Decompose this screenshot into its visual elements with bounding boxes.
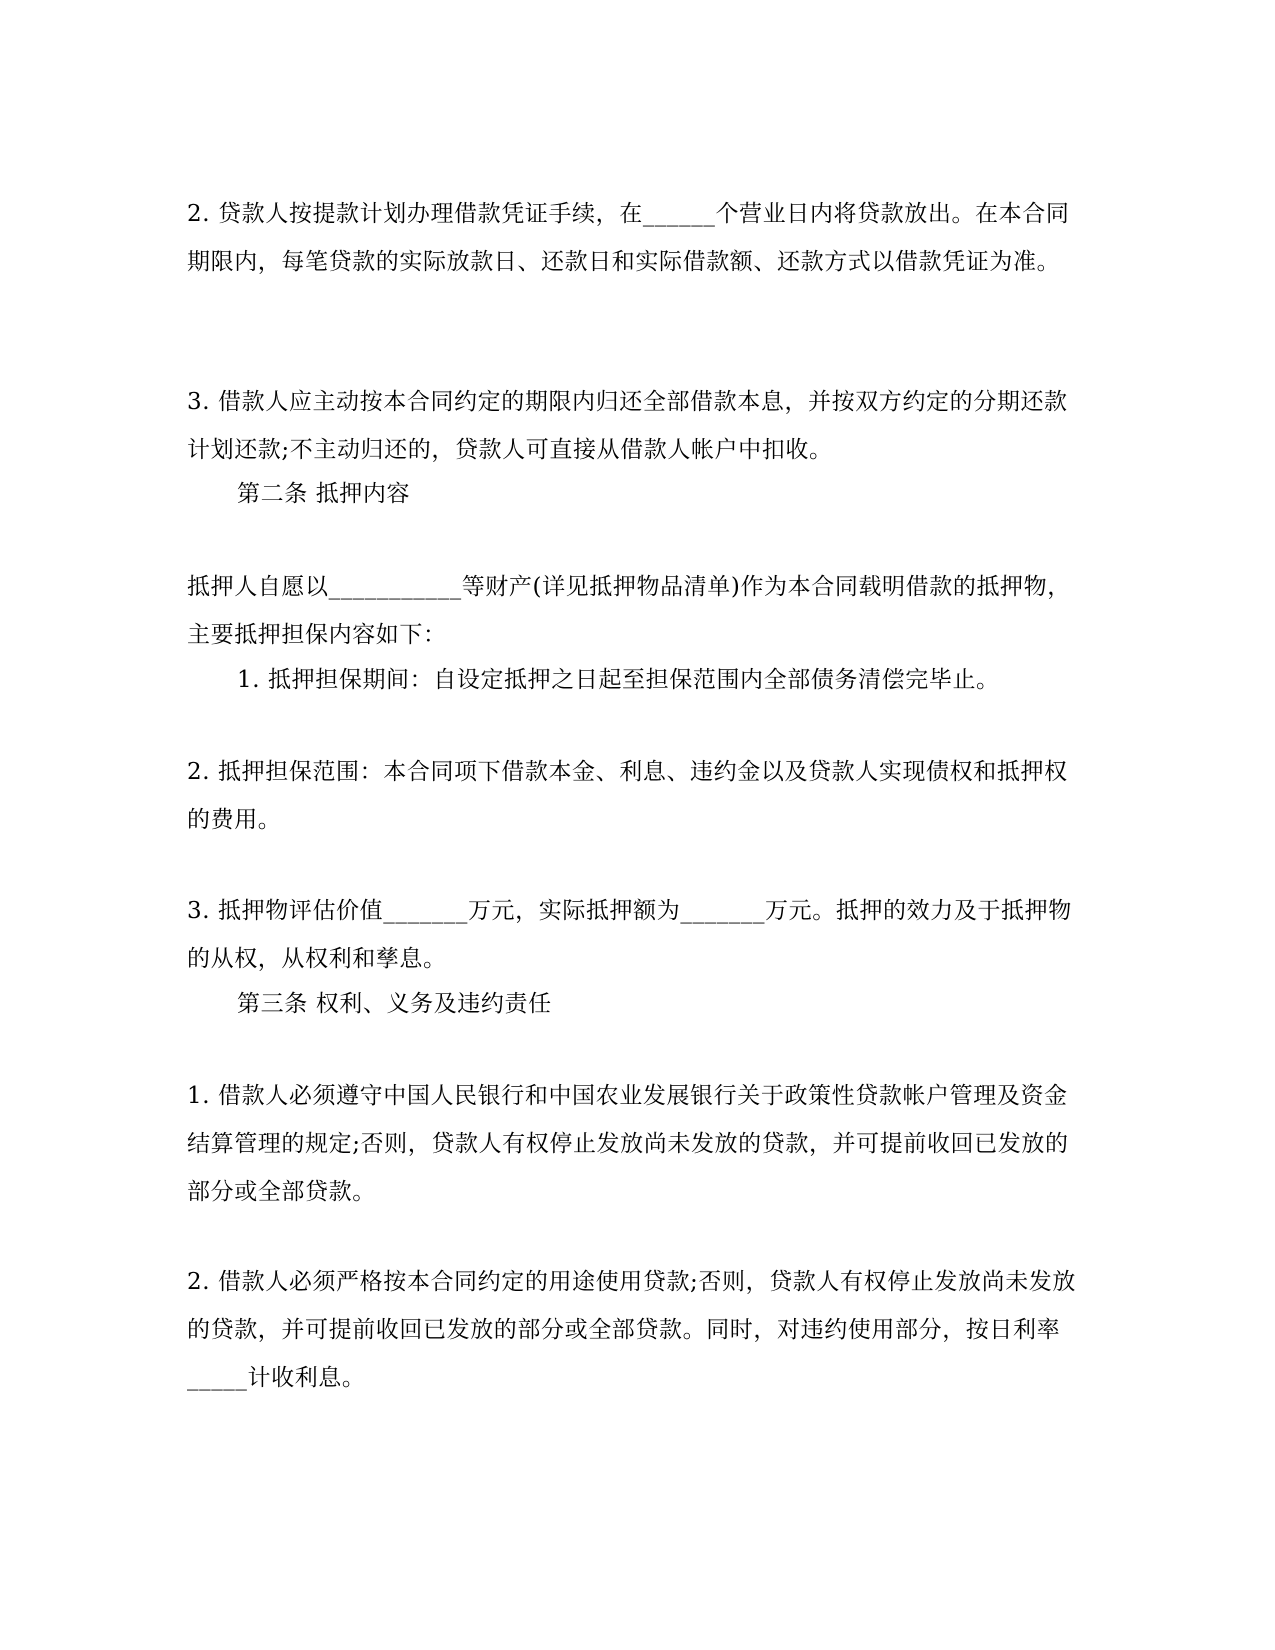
clause-mortgage-valuation: 3. 抵押物评估价值_______万元，实际抵押额为_______万元。抵押的效力及于抵押物的从权，从权利和孳息。 [187,898,1072,972]
clause-mortgage-property: 抵押人自愿以___________等财产(详见抵押物品清单)作为本合同载明借款的抵押物，主要抵押担保内容如下： [187,574,1071,648]
article-3-heading: 第三条 权利、义务及违约责任 [237,991,552,1017]
clause-repayment: 3. 借款人应主动按本合同约定的期限内归还全部借款本息，并按双方约定的分期还款计划还款;不主动归还的，贷款人可直接从借款人帐户中扣收。 [187,389,1068,463]
clause-guarantee-scope: 2. 抵押担保范围：本合同项下借款本金、利息、违约金以及贷款人实现债权和抵押权的费用。 [187,759,1068,833]
article-2-heading: 第二条 抵押内容 [237,481,411,507]
clause-account-management: 1. 借款人必须遵守中国人民银行和中国农业发展银行关于政策性贷款帐户管理及资金结算管理的规定;否则，贷款人有权停止发放尚未发放的贷款，并可提前收回已发放的部分或全部贷款。 [187,1083,1069,1205]
clause-loan-usage: 2. 借款人必须严格按本合同约定的用途使用贷款;否则，贷款人有权停止发放尚未发放的贷款，并可提前收回已发放的部分或全部贷款。同时，对违约使用部分，按日利率_____计收利息。 [187,1269,1077,1391]
clause-guarantee-period: 1. 抵押担保期间：自设定抵押之日起至担保范围内全部债务清偿完毕止。 [237,667,1000,693]
clause-loan-disbursement: 2. 贷款人按提款计划办理借款凭证手续，在______个营业日内将贷款放出。在本合同期限内，每笔贷款的实际放款日、还款日和实际借款额、还款方式以借款凭证为准。 [187,201,1070,275]
